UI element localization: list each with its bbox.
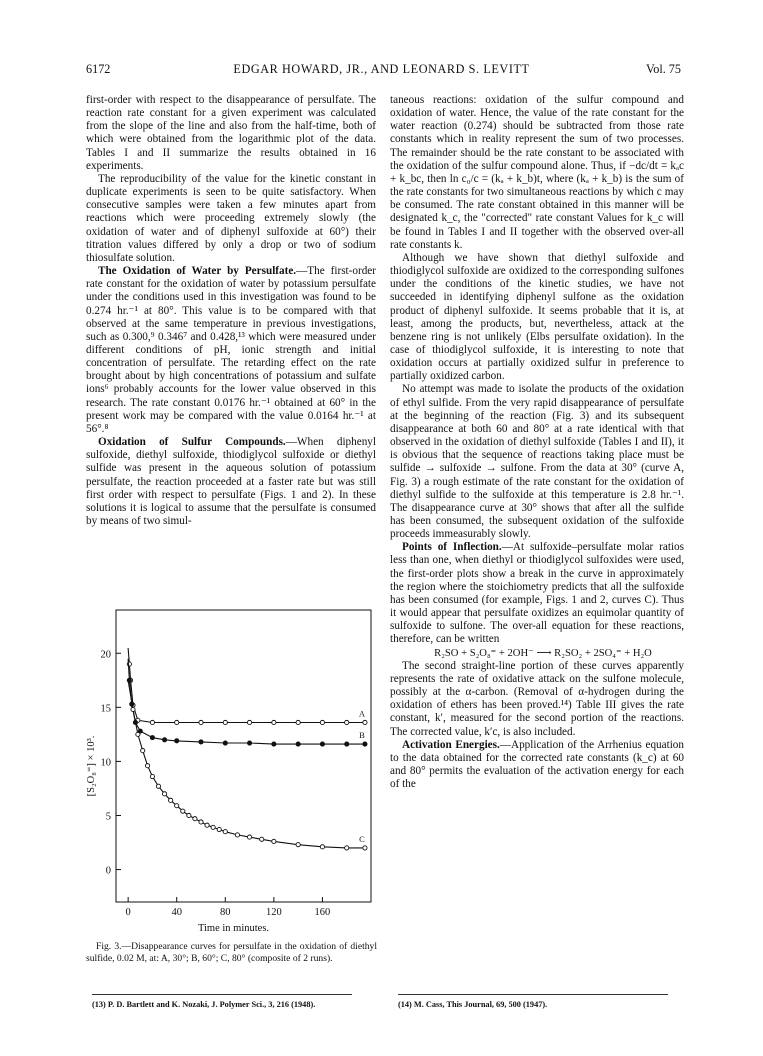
data-point-C: [247, 835, 251, 839]
y-tick-label: 20: [100, 649, 111, 661]
series-label-A: A: [358, 708, 366, 719]
data-point-C: [296, 843, 300, 847]
data-point-B: [175, 739, 179, 743]
section-heading: Activation Energies.: [402, 738, 500, 751]
data-point-C: [169, 798, 173, 802]
figure-3: [86, 580, 380, 940]
data-point-A: [223, 720, 227, 724]
left-column: [86, 94, 376, 528]
paragraph: [86, 265, 376, 436]
y-tick-label: 10: [100, 757, 111, 769]
x-axis-label: Time in minutes.: [197, 923, 270, 934]
data-point-C: [131, 707, 135, 711]
page-number: 6172: [86, 62, 111, 76]
data-point-A: [199, 720, 203, 724]
data-point-C: [211, 825, 215, 829]
data-point-B: [162, 738, 166, 742]
plot-frame: [116, 610, 371, 902]
paragraph-body: —The first-order rate constant for the oxidation of water by potassium persulfate under the conditions used in this investigation was found to be 0.274 hr.⁻¹ at 80°. This value is to be compared with that observed at the same temperature in previous investigations, such as 0.300,⁹ 0.346⁷ and 0.428,¹³ which were measured under different conditions of pH, ionic strength and initial concentration of persulfate. The retarding effect on the rate brought about by high concentrations of potassium and sulfate ions⁶ probably accounts for the lower value observed in this research. The rate constant 0.0176 hr.⁻¹ obtained at 60° in the present work may be compared with the value 0.0164 hr.⁻¹ at 56°.⁸: [86, 265, 376, 435]
data-point-C: [136, 732, 140, 736]
chemical-equation: R₂SO + S₂O₈⁼ + 2OH⁻ ⟶ R₂SO₂ + 2SO₄⁼ + H₂O: [434, 647, 652, 659]
figure-3-chart: [86, 580, 380, 940]
data-point-C: [205, 823, 209, 827]
caption-text: Fig. 3.—Disappearance curves for persulfate in the oxidation of diethyl sulfide, 0.02 M, at: A, 30°; B, 60°; C, 80° (composite of 2 runs).: [86, 941, 377, 964]
y-axis-label: [S₂O₈⁼] × 10³.: [86, 735, 97, 797]
data-point-B: [363, 742, 367, 746]
data-point-C: [150, 774, 154, 778]
data-point-C: [217, 827, 221, 831]
paragraph: The second straight-line portion of these curves apparently represents the rate of oxidative attack on the sulfone molecule, possibly at the α-carbon. (Removal of α-hydrogen during the oxidation of ethers has been proved.¹⁴) Table III gives the rate constant, k′, measured for the second portion of the reactions. The corrected value, k′c, is also included.: [390, 659, 684, 738]
data-point-B: [272, 742, 276, 746]
series-line-A: [128, 648, 365, 723]
paragraph: No attempt was made to isolate the products of the oxidation of ethyl sulfide. From the very rapid disappearance of persulfate at the beginning of the reaction (Fig. 3) and its subsequent disappearance at both 60 and 80° at a rate identical with that observed in the oxidation of diethyl sulfoxide (Tables I and II), it is obvious that the sequence of reactions taking place must be sulfide → sulfoxide → sulfone. From the data at 30° (curve A, Fig. 3) a rough estimate of the rate constant for the oxidation of diethyl sulfide to the sulfoxide at this temperature is 2.8 hr.⁻¹. The disappearance curve at 30° shows that after all the sulfide has been consumed, the subsequent oxidation of the sulfoxide proceeds immeasurably slowly.: [390, 383, 684, 541]
data-point-A: [345, 720, 349, 724]
data-point-B: [296, 742, 300, 746]
y-tick-label: 15: [100, 703, 111, 715]
data-point-C: [175, 804, 179, 808]
footnote-rule-right: [398, 994, 668, 995]
x-tick-label: 160: [314, 907, 331, 918]
figure-caption: [86, 941, 377, 964]
paragraph: [86, 436, 376, 528]
data-point-A: [247, 720, 251, 724]
right-column: [390, 94, 684, 791]
data-point-C: [162, 792, 166, 796]
paragraph: first-order with respect to the disappearance of persulfate. The reaction rate constant for a given experiment was calculated from the slope of the line and also from the half-time, both of which were obtained from the logarithmic plot of the data. Tables I and II summarize the results obtained in 16 experiments.: [86, 94, 376, 172]
data-point-B: [247, 741, 251, 745]
section-heading: The Oxidation of Water by Persulfate.: [98, 265, 297, 278]
data-point-C: [345, 846, 349, 850]
data-point-A: [175, 720, 179, 724]
data-point-A: [272, 720, 276, 724]
y-tick-label: 5: [105, 811, 111, 823]
data-point-B: [320, 742, 324, 746]
footnote-rule-left: [92, 994, 352, 995]
data-point-C: [223, 830, 227, 834]
paragraph-body: —When diphenyl sulfoxide, diethyl sulfoxide, thiodiglycol sulfoxide or diethyl sulfide was present in the aqueous solution of potassium persulfate, the reaction proceeded at a faster rate but was still first order with respect to persulfate (Figs. 1 and 2). In these solutions it is logical to assume that the persulfate is consumed by means of two simul-: [86, 436, 376, 527]
data-point-B: [223, 741, 227, 745]
paragraph: Although we have shown that diethyl sulfoxide and thiodiglycol sulfoxide are oxidized to the corresponding sulfones under the conditions of the kinetic studies, we have not succeeded in identifying diphenyl sulfone as the oxidation product of diphenyl sulfoxide. It seems probable that it is, at least, among the products, but, nevertheless, attack at the benzene ring is not unlikely (Elbs persulfate oxidation). In the case of thiodiglycol sulfoxide, it is interesting to note that oxidation occurs at partially oxidized sulfur in preference to partially oxidized carbon.: [390, 251, 684, 383]
paragraph: taneous reactions: oxidation of the sulfur compound and oxidation of water. Hence, the value of the rate constant for the water reaction (0.274) should be subtracted from those rate constants which in reality represent the sum of two processes. The remainder should be the rate constant to be associated with the oxidation of the sulfur compound alone. Thus, if −dc/dt = kₐc + k_bc, then ln c₀/c = (kₐ + k_b)t, where (kₐ + k_b) is the sum of the rate constants for two simultaneous reactions by which c may be consumed. The rate constant obtained in this manner will be designated k_c, the "corrected" rate constant Values for k_c will be found in Tables I and II together with the observed over-all rate constants k.: [390, 94, 684, 251]
data-point-B: [150, 736, 154, 740]
data-point-A: [320, 720, 324, 724]
data-point-C: [272, 839, 276, 843]
x-tick-label: 40: [171, 907, 182, 918]
data-point-B: [199, 740, 203, 744]
section-heading: Points of Inflection.: [402, 541, 502, 554]
x-tick-label: 120: [265, 907, 282, 918]
data-point-C: [145, 764, 149, 768]
footnote-14: (14) M. Cass, This Journal, 69, 500 (1947).: [398, 1000, 548, 1009]
data-point-C: [156, 784, 160, 788]
x-tick-label: 80: [220, 907, 231, 918]
paragraph: [390, 541, 684, 646]
series-label-C: C: [359, 833, 365, 844]
data-point-C: [181, 809, 185, 813]
data-point-C: [187, 813, 191, 817]
data-point-A: [296, 720, 300, 724]
series-label-B: B: [359, 730, 365, 741]
volume-label: Vol. 75: [646, 62, 681, 76]
data-point-A: [363, 720, 367, 724]
paragraph: The reproducibility of the value for the kinetic constant in duplicate experiments is seen to be quite satisfactory. When consecutive samples were taken a few minutes apart from reactions which were proceeding extremely slowly (the oxidation of water and of diphenyl sulfoxide at 60°) their titration values differed by only a drop or two of sodium thiosulfate solution.: [86, 172, 376, 264]
data-point-A: [150, 720, 154, 724]
paragraph: [390, 739, 684, 792]
data-point-B: [345, 742, 349, 746]
series-line-C: [128, 680, 365, 848]
data-point-C: [199, 820, 203, 824]
data-point-C: [260, 837, 264, 841]
y-tick-label: 0: [105, 865, 111, 877]
paragraph-body: —At sulfoxide–persulfate molar ratios less than one, when diethyl or thiodiglycol sulfoxides were used, the first-order plots show a break in the curve in approximately the region where the stoichiometry predicts that all the sulfoxide has been consumed (for example, Figs. 1 and 2, curves C). Thus it would appear that persulfate oxidizes an equimolar quantity of sulfoxide to sulfone. The over-all equation for these reactions, therefore, can be written: [390, 541, 684, 646]
data-point-C: [141, 748, 145, 752]
footnote-13: (13) P. D. Bartlett and K. Nozaki, J. Polymer Sci., 3, 216 (1948).: [92, 1000, 316, 1009]
data-point-C: [363, 846, 367, 850]
section-heading: Oxidation of Sulfur Compounds.: [98, 436, 286, 449]
series-line-B: [128, 659, 365, 744]
paragraph-body: —Application of the Arrhenius equation to the data obtained for the corrected rate constants (k_c) at 60 and 80° permits the evaluation of the activation energy for each of the: [390, 738, 684, 791]
data-point-C: [235, 833, 239, 837]
x-tick-label: 0: [125, 907, 131, 918]
running-title: EDGAR HOWARD, JR., AND LEONARD S. LEVITT: [233, 62, 530, 76]
data-point-C: [193, 817, 197, 821]
data-point-C: [320, 845, 324, 849]
